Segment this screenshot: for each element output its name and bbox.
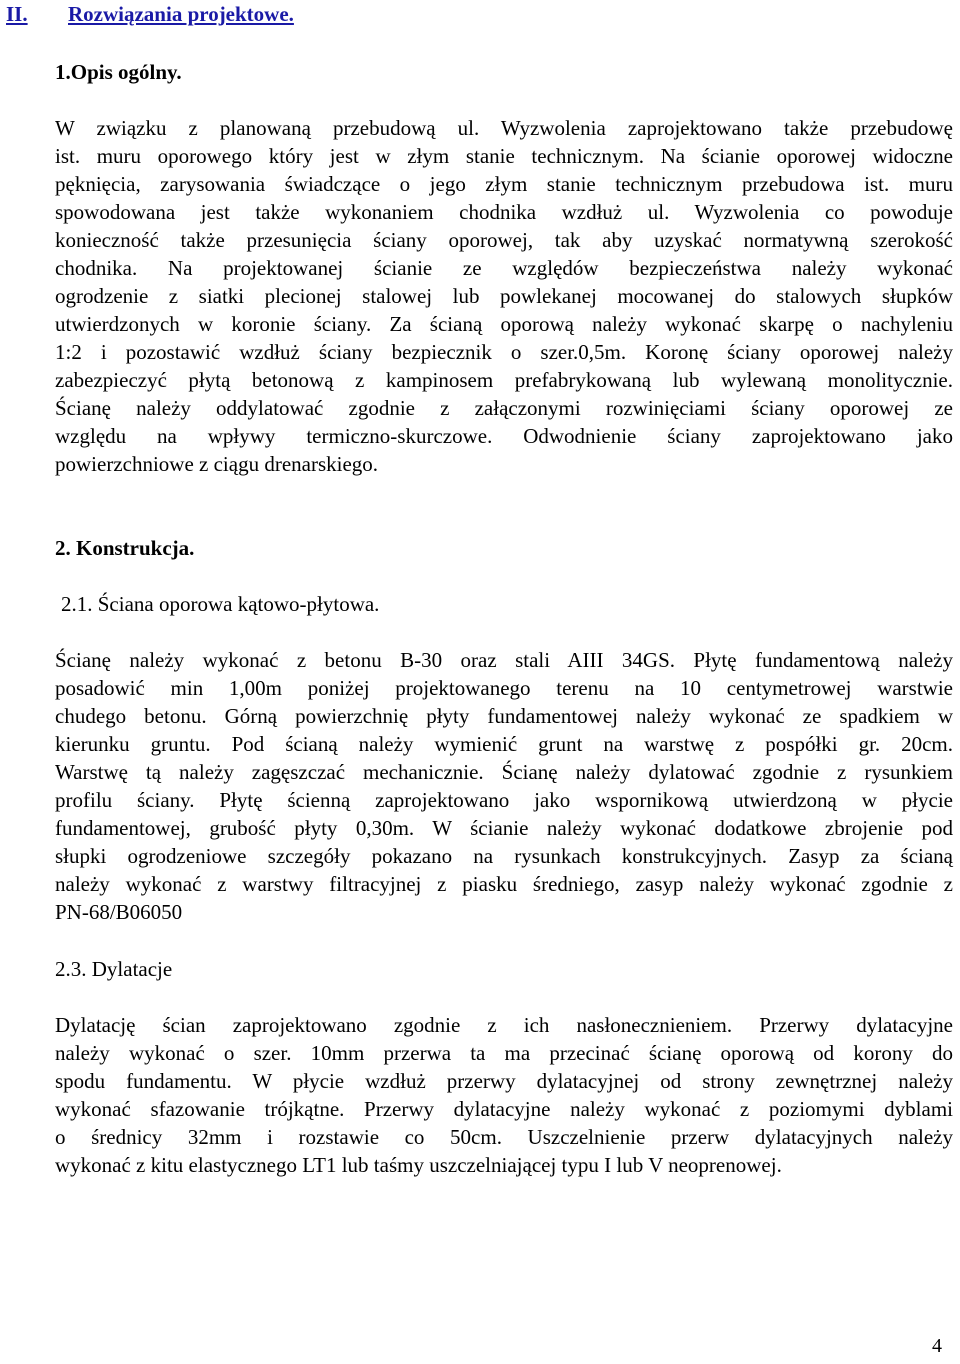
section-2-1-line: należy wykonać z warstwy filtracyjnej z piasku średniego, zasyp należy wykonać zgodnie z bbox=[55, 872, 953, 896]
section-2-3-line: wykonać sfazowanie trójkątne. Przerwy dylatacyjne należy wykonać z poziomymi dyblami bbox=[55, 1097, 953, 1121]
section-1-line: ist. muru oporowego który jest w złym stanie technicznym. Na ścianie oporowej widoczne bbox=[55, 144, 953, 168]
section-2-1-line: Ścianę należy wykonać z betonu B-30 oraz stali AIII 34GS. Płytę fundamentową należy bbox=[55, 648, 953, 672]
section-2-1-line: chudego betonu. Górną powierzchnię płyty fundamentowej należy wykonać ze spadkiem w bbox=[55, 704, 953, 728]
section-2-1-line: PN-68/B06050 bbox=[55, 900, 183, 924]
section-2-1-line: Warstwę tą należy zagęszczać mechanicznie. Ścianę należy dylatować zgodnie z rysunkiem bbox=[55, 760, 953, 784]
section-2-3-line: Dylatację ścian zaprojektowano zgodnie z ich nasłonecznieniem. Przerwy dylatacyjne bbox=[55, 1013, 953, 1037]
section-2-1-line: słupki ogrodzeniowe szczegóły pokazano na rysunkach konstrukcyjnych. Zasyp za ścianą bbox=[55, 844, 953, 868]
section-2-3-line: spodu fundamentu. W płycie wzdłuż przerwy dylatacyjnej od strony zewnętrznej należy bbox=[55, 1069, 953, 1093]
section-2-1-title: 2.1. Ściana oporowa kątowo-płytowa. bbox=[61, 592, 380, 616]
section-2-1-line: kierunku gruntu. Pod ścianą należy wymienić grunt na warstwę z pospółki gr. 20cm. bbox=[55, 732, 953, 756]
section-1-line: ogrodzenie z siatki plecionej stalowej lub powlekanej mocowanej do stalowych słupków bbox=[55, 284, 953, 308]
section-1-line: względu na wpływy termiczno-skurczowe. Odwodnienie ściany zaprojektowano jako bbox=[55, 424, 953, 448]
section-1-line: utwierdzonych w koronie ściany. Za ścianą oporową należy wykonać skarpę o nachyleniu bbox=[55, 312, 953, 336]
section-2-3-line: wykonać z kitu elastycznego LT1 lub taśmy uszczelniającej typu I lub V neoprenowej. bbox=[55, 1153, 782, 1177]
section-1-line: Ścianę należy oddylatować zgodnie z załączonymi rozwinięciami ściany oporowej ze bbox=[55, 396, 953, 420]
section-2-1-line: fundamentowej, grubość płyty 0,30m. W ścianie należy wykonać dodatkowe zbrojenie pod bbox=[55, 816, 953, 840]
chapter-title: Rozwiązania projektowe. bbox=[68, 2, 294, 26]
section-1-line: W związku z planowaną przebudową ul. Wyzwolenia zaprojektowano także przebudowę bbox=[55, 116, 953, 140]
section-1-line: 1:2 i pozostawić wzdłuż ściany bezpiecznik o szer.0,5m. Koronę ściany oporowej należy bbox=[55, 340, 953, 364]
section-2-1-line: profilu ściany. Płytę ścienną zaprojektowano jako wspornikową utwierdzoną w płycie bbox=[55, 788, 953, 812]
section-2-3-line: należy wykonać o szer. 10mm przerwa ta ma przecinać ścianę oporową od korony do bbox=[55, 1041, 953, 1065]
section-1-line: chodnika. Na projektowanej ścianie ze względów bezpieczeństwa należy wykonać bbox=[55, 256, 953, 280]
section-2-3-line: o średnicy 32mm i rozstawie co 50cm. Uszczelnienie przerw dylatacyjnych należy bbox=[55, 1125, 953, 1149]
section-2-title: 2. Konstrukcja. bbox=[55, 536, 195, 560]
section-1-line: spowodowana jest także wykonaniem chodnika wzdłuż ul. Wyzwolenia co powoduje bbox=[55, 200, 953, 224]
section-1-title: 1.Opis ogólny. bbox=[55, 60, 182, 84]
section-1-line: pęknięcia, zarysowania świadczące o jego złym stanie technicznym przebudowa ist. muru bbox=[55, 172, 953, 196]
page-number: 4 bbox=[932, 1335, 942, 1357]
section-2-3-title: 2.3. Dylatacje bbox=[55, 957, 173, 981]
section-1-line: konieczność także przesunięcia ściany oporowej, tak aby uzyskać normatywną szerokość bbox=[55, 228, 953, 252]
chapter-number: II. bbox=[6, 2, 28, 26]
section-1-line: zabezpieczyć płytą betonową z kampinosem prefabrykowaną lub wylewaną monolitycznie. bbox=[55, 368, 953, 392]
section-1-line: powierzchniowe z ciągu drenarskiego. bbox=[55, 452, 379, 476]
section-2-1-line: posadowić min 1,00m poniżej projektowanego terenu na 10 centymetrowej warstwie bbox=[55, 676, 953, 700]
